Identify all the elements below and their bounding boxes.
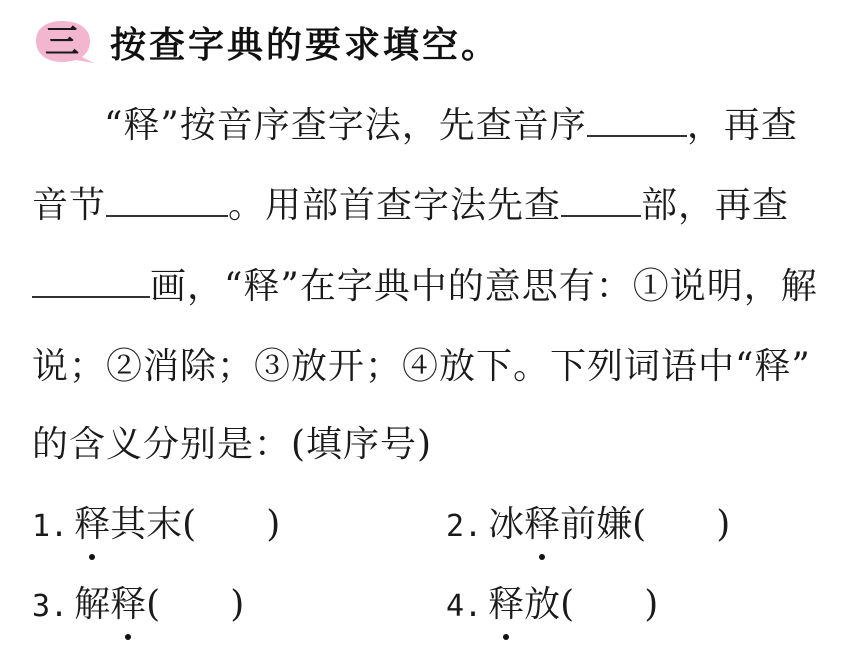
paren-close: )	[644, 584, 659, 625]
paren-close: )	[230, 584, 245, 625]
text-segment: 部，再查	[641, 185, 790, 226]
blank-radical[interactable]	[561, 181, 641, 217]
question-item-2	[446, 500, 730, 550]
paragraph-line-3	[32, 262, 818, 312]
blank-syllable[interactable]	[106, 181, 228, 217]
item-number: 3.	[32, 589, 69, 624]
paren-close: )	[716, 504, 731, 545]
word-suffix: 其末	[110, 504, 183, 545]
text-segment: 音节	[32, 185, 107, 226]
emphasized-char: 释	[110, 580, 146, 630]
section-number-badge	[32, 19, 98, 65]
question-item-3	[32, 580, 244, 630]
emphasized-char: 释	[488, 580, 524, 630]
paren-open: (	[632, 504, 647, 545]
emphasized-char: 释	[524, 500, 560, 550]
word-suffix: 前嫌	[560, 504, 633, 545]
item-number: 2.	[446, 509, 483, 544]
section-number: 三	[45, 22, 79, 62]
section-title: 按查字典的要求填空。	[110, 24, 501, 66]
text-segment: ，再查	[686, 105, 798, 146]
question-item-4	[446, 580, 658, 630]
paragraph-line-1	[104, 101, 798, 151]
paren-open: (	[560, 584, 575, 625]
paragraph-line-4	[32, 342, 811, 392]
paragraph-line-5	[32, 420, 432, 470]
text-segment: “释”按音序查字法，先查音序	[104, 105, 587, 146]
paragraph-line-2	[32, 181, 789, 231]
item-number: 1.	[32, 509, 69, 544]
blank-sequence-letter[interactable]	[587, 101, 687, 137]
text-segment: 。用部首查字法先查	[228, 185, 562, 226]
paren-open: (	[182, 504, 197, 545]
text-segment: 的含义分别是：(填序号)	[32, 424, 433, 465]
paren-open: (	[146, 584, 161, 625]
blank-stroke-count[interactable]	[32, 262, 150, 298]
word-prefix: 解	[74, 584, 111, 625]
word-suffix: 放	[524, 584, 561, 625]
section-header	[32, 14, 500, 70]
paren-close: )	[266, 504, 281, 545]
item-number: 4.	[446, 589, 483, 624]
emphasized-char: 释	[74, 500, 110, 550]
text-segment: 说；②消除；③放开；④放下。下列词语中“释”	[32, 346, 811, 387]
word-prefix: 冰	[488, 504, 525, 545]
text-segment: 画，“释”在字典中的意思有：①说明，解	[150, 266, 818, 307]
question-item-1	[32, 500, 280, 550]
